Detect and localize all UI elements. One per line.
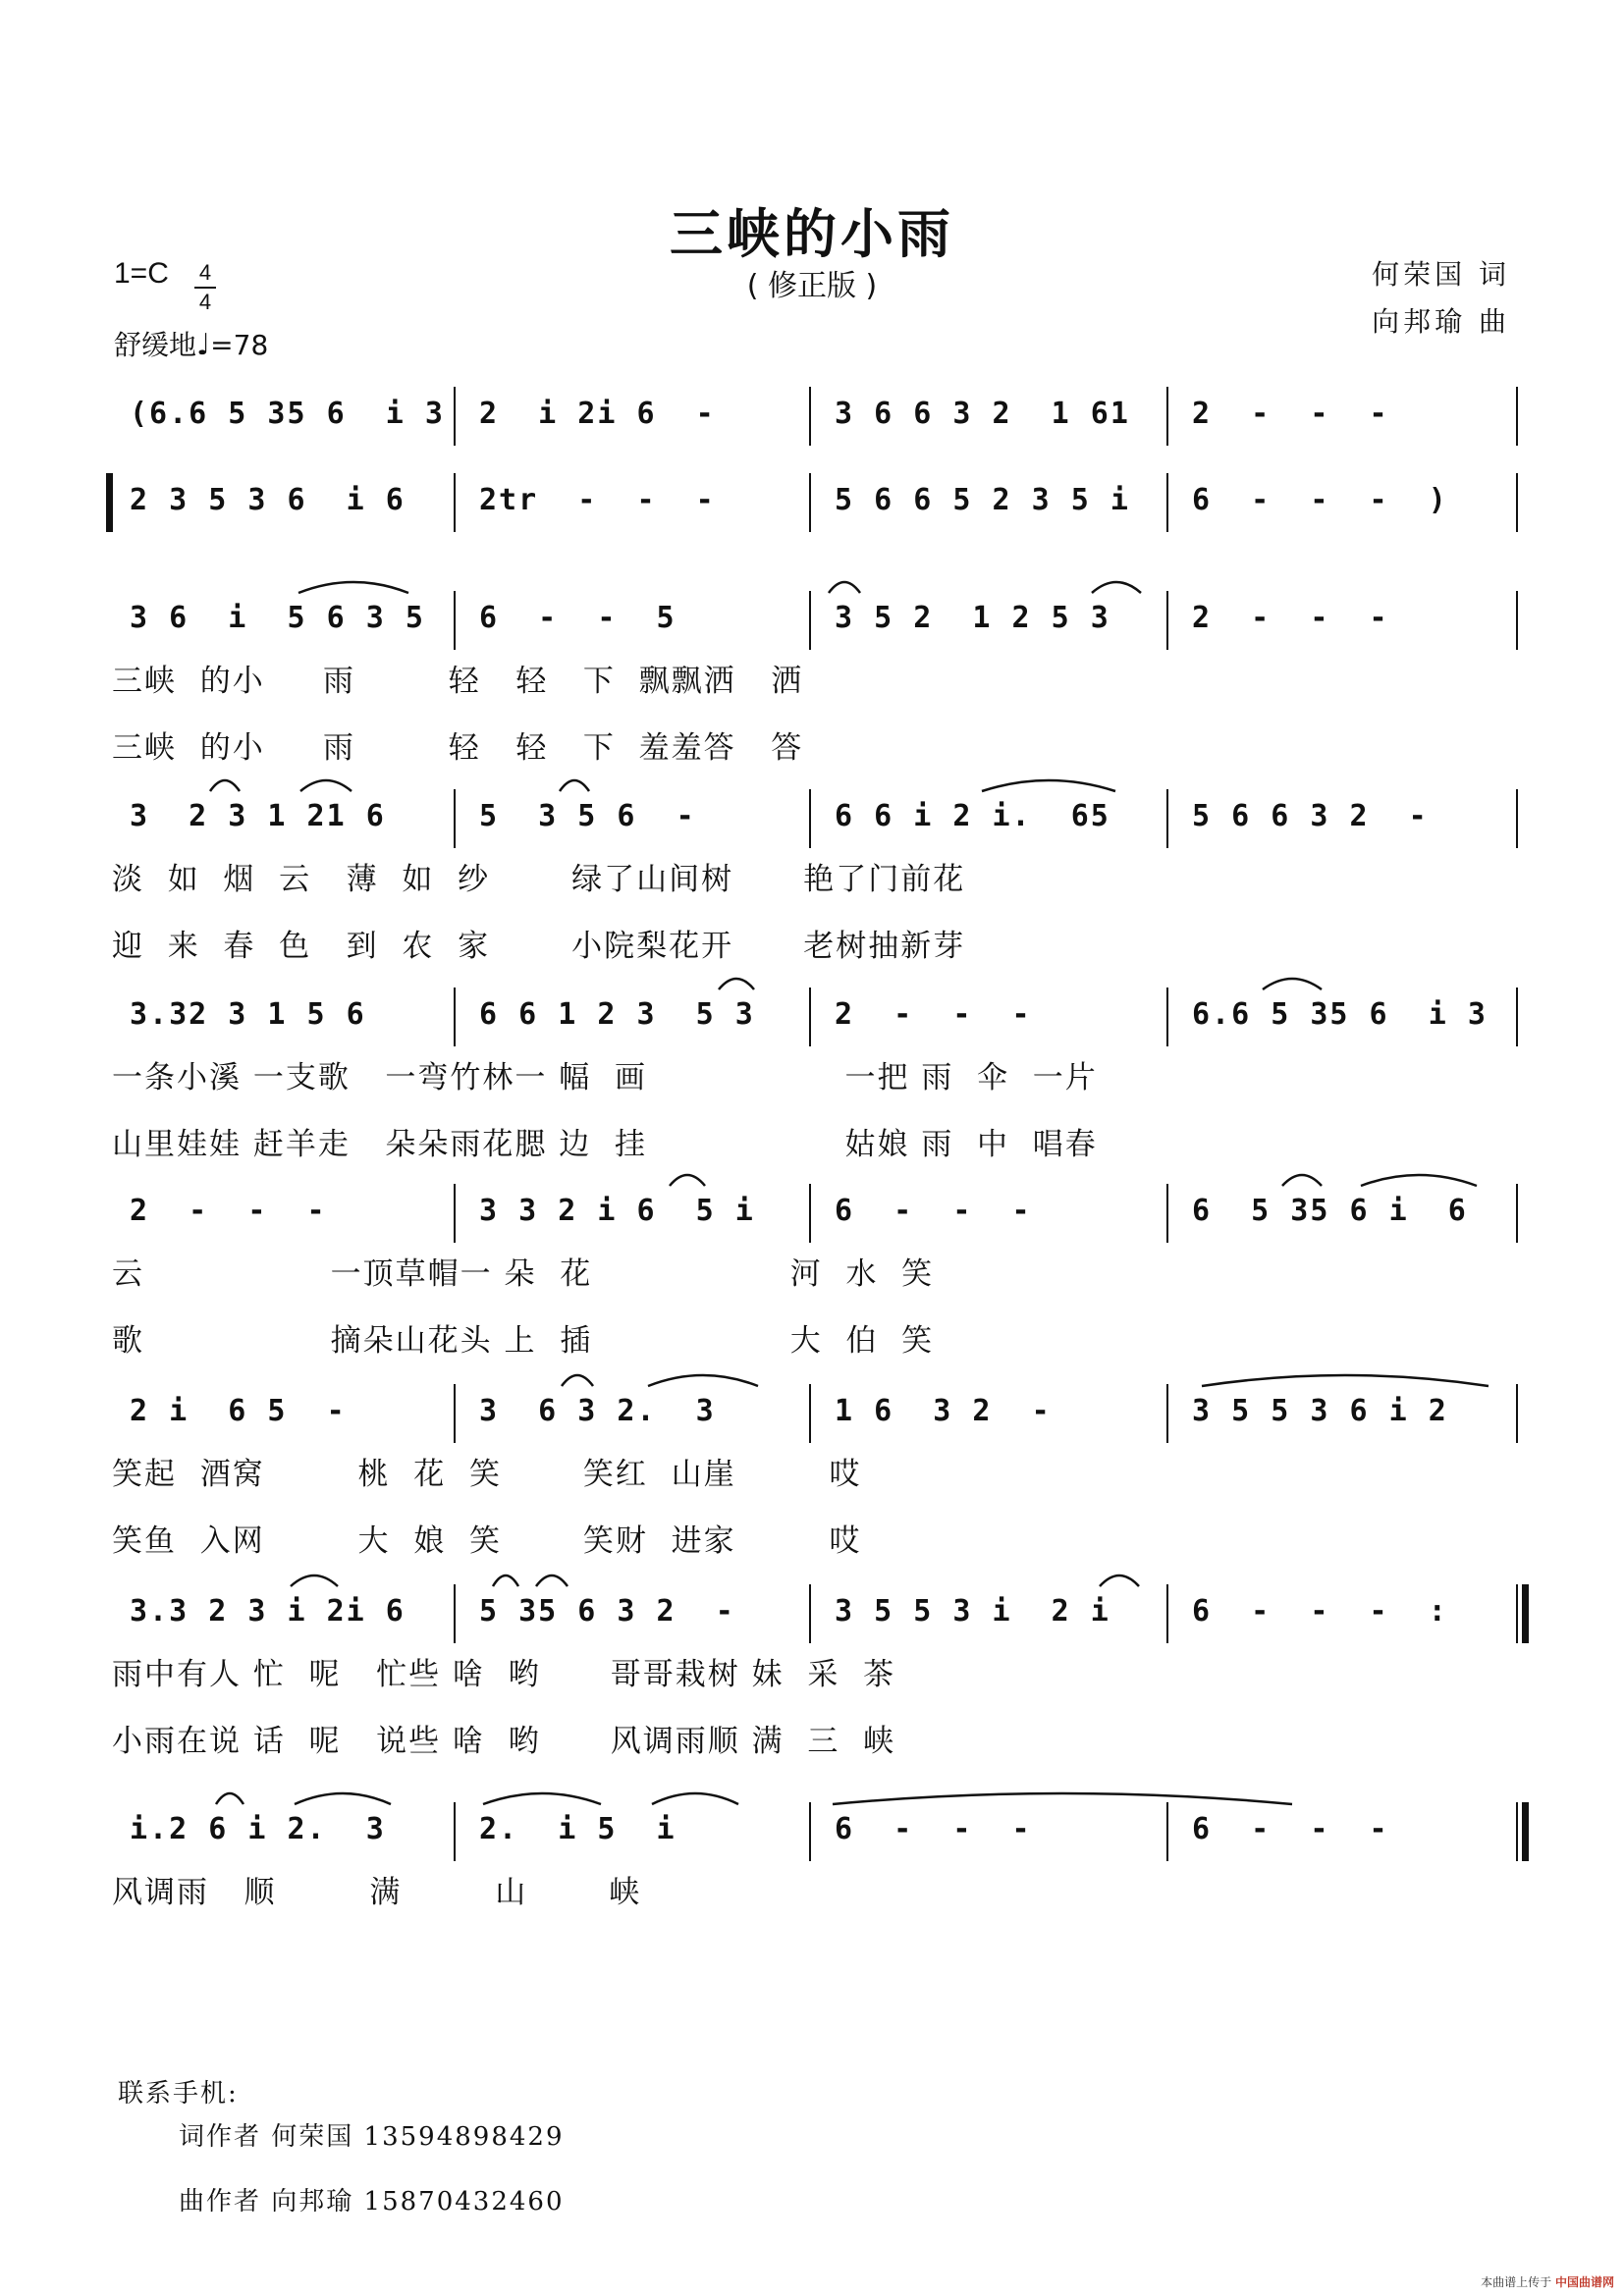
measure-notes: 6 - - - xyxy=(1192,1812,1389,1846)
barline xyxy=(1516,1584,1518,1643)
barline xyxy=(454,1384,456,1443)
measure-notes: 3 6 3 2. 3 xyxy=(479,1394,716,1428)
measure-notes: 3 5 5 3 6 i 2 xyxy=(1192,1394,1448,1428)
slur-mark xyxy=(827,577,862,595)
notes-line xyxy=(114,1188,1513,1243)
tempo-text: 舒缓地 xyxy=(114,329,197,361)
measure-notes: 3 6 6 3 2 1 61 xyxy=(835,397,1130,431)
lyrics-verse-1: 云 一顶草帽一 朵 花 河 水 笑 xyxy=(112,1256,935,1292)
slur-mark xyxy=(208,775,242,793)
measure xyxy=(1176,595,1510,650)
measure-notes: 1 6 3 2 - xyxy=(835,1394,1052,1428)
slur-mark xyxy=(1261,974,1324,991)
tempo-value: =78 xyxy=(210,329,269,361)
notes-line xyxy=(114,793,1513,848)
time-signature-top: 4 xyxy=(198,260,212,285)
slur-mark xyxy=(668,1170,707,1188)
measure-notes: 2 - - - xyxy=(130,1194,327,1228)
measure xyxy=(114,793,448,848)
measure-notes: 3.32 3 1 5 6 xyxy=(130,997,366,1032)
measure-notes: 6 - - - : xyxy=(1192,1594,1448,1629)
barline xyxy=(1516,1184,1518,1243)
measure xyxy=(819,1806,1161,1861)
measure xyxy=(463,1806,803,1861)
barline xyxy=(809,591,811,650)
slur-mark xyxy=(1200,1370,1490,1388)
measure-notes: 3 2 3 1 21 6 xyxy=(130,799,386,833)
measure-notes: 6 - - 5 xyxy=(479,601,677,635)
measure-notes: 2tr - - - xyxy=(479,483,716,517)
time-signature xyxy=(194,259,216,316)
slur-mark xyxy=(1359,1170,1479,1188)
measure xyxy=(463,595,803,650)
notes-line xyxy=(114,1388,1513,1443)
measure xyxy=(463,793,803,848)
measure xyxy=(1176,1388,1510,1443)
barline xyxy=(1516,988,1518,1046)
measure-notes: 5 6 6 3 2 - xyxy=(1192,799,1429,833)
barline xyxy=(1516,387,1518,446)
barline xyxy=(454,1184,456,1243)
barline xyxy=(1166,789,1168,848)
measure xyxy=(819,1588,1161,1643)
measure xyxy=(114,991,448,1046)
song-subtitle: ( 修正版 ) xyxy=(746,269,878,303)
barline xyxy=(1166,988,1168,1046)
measure-notes: 6 5 35 6 i 6 xyxy=(1192,1194,1468,1228)
notes-line xyxy=(114,391,1513,446)
lyrics-verse-1: 一条小溪 一支歌 一弯竹林一 幅 画 一把 雨 伞 一片 xyxy=(112,1060,1098,1095)
slur-mark xyxy=(717,974,756,991)
measure-notes: 3 5 2 1 2 5 3 xyxy=(835,601,1110,635)
barline xyxy=(1516,473,1518,532)
slur-mark xyxy=(289,1571,340,1588)
barline xyxy=(1166,591,1168,650)
measure-notes: 2 - - - xyxy=(1192,601,1389,635)
slur-mark xyxy=(214,1789,245,1806)
barline xyxy=(454,1802,456,1861)
barline xyxy=(1516,1384,1518,1443)
barline xyxy=(809,473,811,532)
barline xyxy=(809,988,811,1046)
measure xyxy=(1176,477,1510,532)
footer-text: 本曲谱上传于 xyxy=(1481,2275,1552,2289)
notes-line xyxy=(114,1588,1513,1643)
lyrics-verse-1: 雨中有人 忙 呢 忙些 啥 哟 哥哥栽树 妹 采 茶 xyxy=(112,1657,896,1692)
lyrics-verse-2: 歌 摘朵山花头 上 插 大 伯 笑 xyxy=(112,1323,935,1359)
measure xyxy=(819,793,1161,848)
lyrics-verse-1: 三峡 的小 雨 轻 轻 下 飘飘洒 洒 xyxy=(112,664,804,699)
barline xyxy=(1516,591,1518,650)
measure xyxy=(114,477,448,532)
barline xyxy=(454,1584,456,1643)
barline xyxy=(454,789,456,848)
measure-notes: 3 6 i 5 6 3 5 xyxy=(130,601,425,635)
barline xyxy=(454,473,456,532)
slur-mark xyxy=(1280,1170,1324,1188)
measure-notes: 2 - - - xyxy=(835,997,1032,1032)
slur-mark xyxy=(1098,1571,1141,1588)
slur-mark xyxy=(297,577,410,595)
slur-mark xyxy=(481,1789,603,1806)
contact-heading: 联系手机: xyxy=(118,2079,239,2109)
lyricist-contact: 词作者 何荣国 13594898429 xyxy=(179,2122,565,2152)
lyrics-verse-1: 淡 如 烟 云 薄 如 纱 绿了山间树 艳了门前花 xyxy=(112,862,966,897)
measure-notes: 6 - - - xyxy=(835,1812,1032,1846)
measure-notes: 2 - - - xyxy=(1192,397,1389,431)
song-title: 三峡的小雨 xyxy=(670,202,954,265)
slur-mark xyxy=(298,775,353,793)
slur-mark xyxy=(650,1789,740,1806)
barline xyxy=(1166,1184,1168,1243)
measure-notes: i.2 6 i 2. 3 xyxy=(130,1812,386,1846)
measure-notes: 2 3 5 3 6 i 6 xyxy=(130,483,406,517)
measure xyxy=(114,1388,448,1443)
final-barline xyxy=(1522,1802,1529,1861)
barline xyxy=(1166,1584,1168,1643)
measure xyxy=(819,1188,1161,1243)
quarter-note-icon: ♩ xyxy=(196,328,211,362)
measure-notes: 6 6 i 2 i. 65 xyxy=(835,799,1110,833)
lyrics-verse-2: 三峡 的小 雨 轻 轻 下 羞羞答 答 xyxy=(112,730,804,766)
measure-notes: 5 35 6 3 2 - xyxy=(479,1594,735,1629)
barline xyxy=(1166,387,1168,446)
measure xyxy=(1176,1188,1510,1243)
measure xyxy=(114,1806,448,1861)
barline xyxy=(809,789,811,848)
lyrics-verse-1: 笑起 酒窝 桃 花 笑 笑红 山崖 哎 xyxy=(112,1457,862,1492)
measure xyxy=(819,477,1161,532)
measure xyxy=(819,391,1161,446)
measure-notes: 2. i 5 i xyxy=(479,1812,677,1846)
measure xyxy=(819,1388,1161,1443)
measure xyxy=(114,595,448,650)
time-signature-bottom: 4 xyxy=(194,287,216,316)
composer-credit: 向邦瑜 曲 xyxy=(1372,305,1510,338)
barline xyxy=(1166,1802,1168,1861)
measure xyxy=(114,1588,448,1643)
slur-mark xyxy=(293,1789,393,1806)
barline xyxy=(454,988,456,1046)
repeat-start-barline xyxy=(106,473,113,532)
barline xyxy=(809,1384,811,1443)
slur-mark xyxy=(558,775,591,793)
measure xyxy=(463,1188,803,1243)
lyrics-verse-2: 笑鱼 入网 大 娘 笑 笑财 进家 哎 xyxy=(112,1523,862,1559)
measure-notes: 3 3 2 i 6 5 i xyxy=(479,1194,755,1228)
measure xyxy=(1176,1806,1510,1861)
measure xyxy=(819,991,1161,1046)
measure xyxy=(1176,991,1510,1046)
measure-notes: 3.3 2 3 i 2i 6 xyxy=(130,1594,406,1629)
measure-notes: (6.6 5 35 6 i 3 xyxy=(130,397,445,431)
lyrics-verse-2: 小雨在说 话 呢 说些 啥 哟 风调雨顺 满 三 峡 xyxy=(112,1724,896,1759)
slur-mark xyxy=(831,1789,1294,1806)
measure xyxy=(1176,793,1510,848)
repeat-end-barline xyxy=(1522,1584,1529,1643)
notes-line xyxy=(114,595,1513,650)
measure xyxy=(463,391,803,446)
lyrics-verse-2: 迎 来 春 色 到 农 家 小院梨花开 老树抽新芽 xyxy=(112,929,966,964)
measure xyxy=(819,595,1161,650)
measure xyxy=(1176,1588,1510,1643)
measure-notes: 6.6 5 35 6 i 3 xyxy=(1192,997,1488,1032)
composer-contact: 曲作者 向邦瑜 15870432460 xyxy=(179,2187,565,2216)
notes-line xyxy=(114,477,1513,532)
lyrics-verse-1: 风调雨 顺 满 山 峡 xyxy=(112,1875,642,1910)
slur-mark xyxy=(560,1370,595,1388)
barline xyxy=(809,1184,811,1243)
measure xyxy=(463,1588,803,1643)
measure-notes: 2 i 6 5 - xyxy=(130,1394,347,1428)
slur-mark xyxy=(534,1571,569,1588)
measure-notes: 6 6 1 2 3 5 3 xyxy=(479,997,755,1032)
tempo-marking xyxy=(114,324,268,363)
slur-mark xyxy=(491,1571,520,1588)
barline xyxy=(809,387,811,446)
barline xyxy=(454,387,456,446)
barline xyxy=(809,1584,811,1643)
lyricist-credit: 何荣国 词 xyxy=(1372,258,1510,291)
measure xyxy=(463,477,803,532)
key-signature: 1=C xyxy=(114,257,169,290)
notes-line xyxy=(114,1806,1513,1861)
barline xyxy=(1166,1384,1168,1443)
measure xyxy=(463,991,803,1046)
measure-notes: 3 5 5 3 i 2 i xyxy=(835,1594,1110,1629)
measure-notes: 2 i 2i 6 - xyxy=(479,397,716,431)
measure-notes: 6 - - - xyxy=(835,1194,1032,1228)
slur-mark xyxy=(980,775,1117,793)
barline xyxy=(1166,473,1168,532)
measure xyxy=(114,1188,448,1243)
barline xyxy=(1516,789,1518,848)
slur-mark xyxy=(646,1370,760,1388)
barline xyxy=(454,591,456,650)
barline xyxy=(1516,1802,1518,1861)
footer-brand: 中国曲谱网 xyxy=(1554,2275,1614,2289)
site-footer xyxy=(1481,2273,1614,2290)
measure-notes: 5 3 5 6 - xyxy=(479,799,696,833)
measure-notes: 5 6 6 5 2 3 5 i xyxy=(835,483,1130,517)
measure xyxy=(1176,391,1510,446)
slur-mark xyxy=(1090,577,1143,595)
lyrics-verse-2: 山里娃娃 赶羊走 朵朵雨花腮 边 挂 姑娘 雨 中 唱春 xyxy=(112,1127,1098,1162)
measure xyxy=(114,391,448,446)
barline xyxy=(809,1802,811,1861)
measure xyxy=(463,1388,803,1443)
notes-line xyxy=(114,991,1513,1046)
measure-notes: 6 - - - ) xyxy=(1192,483,1448,517)
